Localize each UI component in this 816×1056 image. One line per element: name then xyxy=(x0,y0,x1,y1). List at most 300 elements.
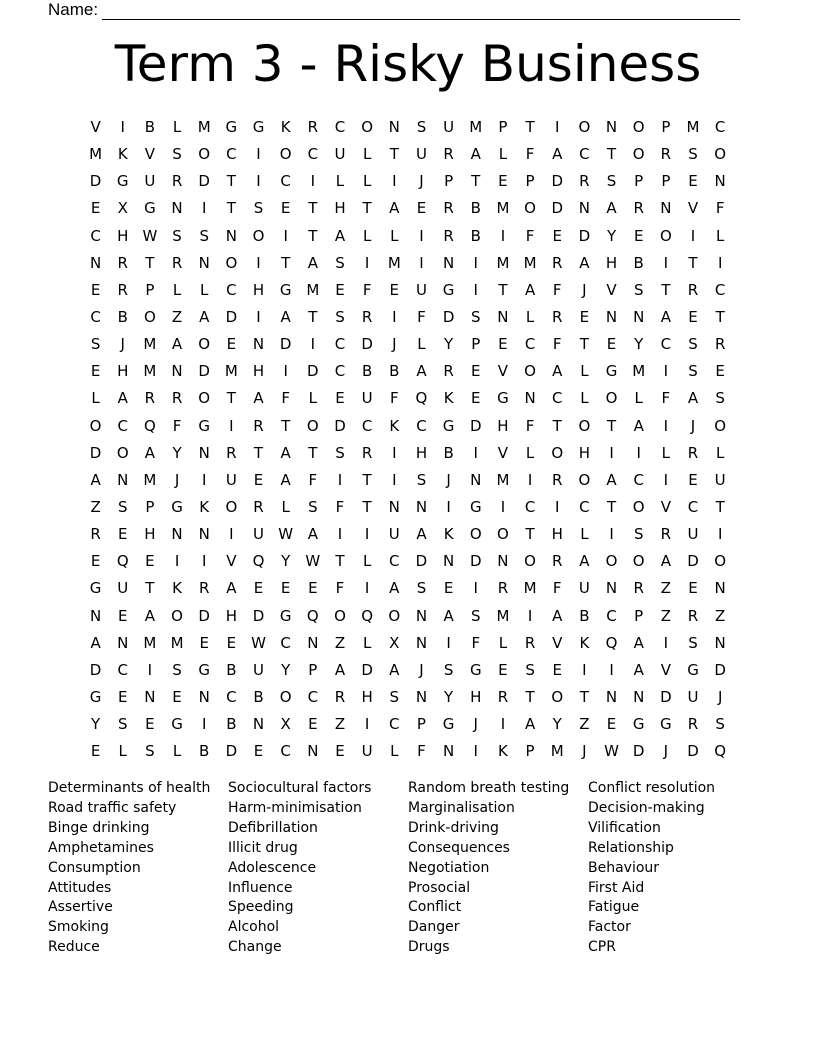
grid-letter[interactable]: R xyxy=(524,633,536,652)
grid-letter[interactable]: T xyxy=(525,525,535,544)
grid-letter[interactable]: C xyxy=(687,498,699,517)
grid-letter[interactable]: L xyxy=(417,335,426,354)
grid-letter[interactable]: V xyxy=(552,633,563,652)
grid-letter[interactable]: J xyxy=(582,280,587,299)
grid-letter[interactable]: S xyxy=(525,660,535,679)
grid-letter[interactable]: L xyxy=(580,362,589,381)
grid-letter[interactable]: T xyxy=(579,335,589,354)
grid-letter[interactable]: I xyxy=(717,525,723,544)
grid-letter[interactable]: E xyxy=(552,226,562,245)
grid-letter[interactable]: U xyxy=(388,525,400,544)
grid-letter[interactable]: S xyxy=(335,443,345,462)
grid-letter[interactable]: P xyxy=(145,280,155,299)
grid-letter[interactable]: S xyxy=(90,335,101,354)
grid-letter[interactable]: N xyxy=(415,498,428,517)
grid-letter[interactable]: C xyxy=(226,145,237,164)
grid-letter[interactable]: T xyxy=(579,688,589,707)
grid-letter[interactable]: T xyxy=(525,118,535,137)
grid-letter[interactable]: R xyxy=(552,308,563,327)
grid-letter[interactable]: E xyxy=(280,199,291,218)
grid-letter[interactable]: I xyxy=(663,253,669,272)
grid-letter[interactable]: S xyxy=(335,253,345,272)
grid-letter[interactable]: I xyxy=(310,335,316,354)
grid-letter[interactable]: L xyxy=(525,308,535,327)
grid-letter[interactable]: O xyxy=(388,606,401,625)
grid-letter[interactable]: R xyxy=(687,280,699,299)
grid-letter[interactable]: A xyxy=(660,308,671,327)
grid-letter[interactable]: I xyxy=(609,443,614,462)
grid-letter[interactable]: Z xyxy=(171,308,183,327)
grid-letter[interactable]: D xyxy=(252,606,265,625)
grid-letter[interactable]: I xyxy=(283,362,288,381)
grid-letter[interactable]: I xyxy=(256,253,261,272)
grid-letter[interactable]: R xyxy=(90,525,101,544)
grid-letter[interactable]: Q xyxy=(143,416,156,435)
grid-letter[interactable]: E xyxy=(226,335,237,354)
grid-letter[interactable]: H xyxy=(415,443,428,462)
grid-letter[interactable]: M xyxy=(197,118,211,137)
grid-letter[interactable]: V xyxy=(660,660,671,679)
grid-letter[interactable]: A xyxy=(579,552,590,571)
grid-letter[interactable]: B xyxy=(470,226,481,245)
grid-letter[interactable]: S xyxy=(688,633,698,652)
grid-letter[interactable]: J xyxy=(392,335,397,354)
grid-letter[interactable]: H xyxy=(497,416,509,435)
grid-letter[interactable]: V xyxy=(606,280,617,299)
grid-letter[interactable]: I xyxy=(174,552,180,571)
grid-letter[interactable]: T xyxy=(606,498,617,517)
grid-letter[interactable]: A xyxy=(470,145,481,164)
grid-letter[interactable]: O xyxy=(524,552,536,571)
grid-letter[interactable]: F xyxy=(525,145,535,164)
grid-letter[interactable]: O xyxy=(605,389,618,408)
grid-letter[interactable]: E xyxy=(308,579,318,598)
grid-letter[interactable]: R xyxy=(443,362,454,381)
grid-letter[interactable]: O xyxy=(171,606,183,625)
grid-letter[interactable]: V xyxy=(144,145,156,164)
grid-letter[interactable]: M xyxy=(143,470,157,489)
grid-letter[interactable]: E xyxy=(117,688,128,707)
grid-letter[interactable]: C xyxy=(579,498,590,517)
grid-letter[interactable]: S xyxy=(117,498,128,517)
grid-letter[interactable]: S xyxy=(172,226,182,245)
grid-letter[interactable]: C xyxy=(524,335,536,354)
grid-letter[interactable]: I xyxy=(201,199,207,218)
grid-letter[interactable]: U xyxy=(443,118,455,137)
grid-letter[interactable]: G xyxy=(171,498,183,517)
grid-letter[interactable]: G xyxy=(252,118,265,137)
grid-letter[interactable]: M xyxy=(469,118,483,137)
grid-letter[interactable]: Y xyxy=(444,335,454,354)
grid-letter[interactable]: O xyxy=(252,226,265,245)
grid-letter[interactable]: T xyxy=(308,308,318,327)
grid-letter[interactable]: H xyxy=(252,280,265,299)
grid-letter[interactable]: W xyxy=(142,226,158,245)
grid-letter[interactable]: D xyxy=(89,443,102,462)
grid-letter[interactable]: I xyxy=(717,253,723,272)
grid-letter[interactable]: T xyxy=(471,172,481,191)
grid-letter[interactable]: D xyxy=(551,172,564,191)
grid-letter[interactable]: O xyxy=(361,118,374,137)
grid-letter[interactable]: R xyxy=(253,498,264,517)
grid-letter[interactable]: R xyxy=(307,118,319,137)
grid-letter[interactable]: C xyxy=(117,416,128,435)
grid-letter[interactable]: C xyxy=(361,416,373,435)
grid-letter[interactable]: L xyxy=(498,633,508,652)
grid-letter[interactable]: L xyxy=(362,633,372,652)
grid-letter[interactable]: L xyxy=(390,226,399,245)
grid-letter[interactable]: I xyxy=(500,498,506,517)
grid-letter[interactable]: B xyxy=(144,118,156,137)
grid-letter[interactable]: L xyxy=(580,389,589,408)
grid-letter[interactable]: M xyxy=(170,633,184,652)
grid-letter[interactable]: I xyxy=(392,308,397,327)
grid-letter[interactable]: Y xyxy=(606,226,617,245)
grid-letter[interactable]: O xyxy=(524,199,536,218)
grid-letter[interactable]: E xyxy=(606,335,617,354)
grid-letter[interactable]: O xyxy=(659,226,672,245)
grid-letter[interactable]: U xyxy=(415,280,427,299)
grid-letter[interactable]: U xyxy=(225,470,237,489)
grid-letter[interactable]: F xyxy=(335,579,345,598)
grid-letter[interactable]: P xyxy=(661,172,671,191)
grid-letter[interactable]: B xyxy=(443,443,454,462)
grid-letter[interactable]: F xyxy=(661,389,671,408)
grid-letter[interactable]: N xyxy=(144,688,156,707)
grid-letter[interactable]: B xyxy=(633,253,644,272)
grid-letter[interactable]: Y xyxy=(444,688,454,707)
grid-letter[interactable]: N xyxy=(171,362,183,381)
grid-letter[interactable]: M xyxy=(89,145,103,164)
grid-letter[interactable]: N xyxy=(89,253,102,272)
grid-letter[interactable]: M xyxy=(686,118,700,137)
grid-letter[interactable]: A xyxy=(606,199,617,218)
grid-letter[interactable]: T xyxy=(335,552,345,571)
grid-letter[interactable]: T xyxy=(525,688,535,707)
grid-letter[interactable]: E xyxy=(90,199,101,218)
grid-letter[interactable]: P xyxy=(634,606,644,625)
grid-letter[interactable]: E xyxy=(226,633,237,652)
grid-letter[interactable]: A xyxy=(389,660,400,679)
grid-letter[interactable]: Q xyxy=(714,742,727,761)
grid-letter[interactable]: P xyxy=(634,172,644,191)
grid-letter[interactable]: N xyxy=(714,579,726,598)
grid-letter[interactable]: E xyxy=(335,389,345,408)
grid-letter[interactable]: I xyxy=(555,118,560,137)
grid-letter[interactable]: J xyxy=(717,688,723,707)
grid-letter[interactable]: O xyxy=(551,443,564,462)
grid-letter[interactable]: P xyxy=(661,118,671,137)
grid-letter[interactable]: T xyxy=(308,443,318,462)
grid-letter[interactable]: Q xyxy=(605,633,618,652)
grid-letter[interactable]: R xyxy=(253,416,264,435)
grid-letter[interactable]: M xyxy=(632,362,646,381)
grid-letter[interactable]: Z xyxy=(579,715,590,734)
grid-letter[interactable]: N xyxy=(117,470,129,489)
grid-letter[interactable]: D xyxy=(469,416,482,435)
grid-letter[interactable]: M xyxy=(224,362,238,381)
grid-letter[interactable]: O xyxy=(632,498,645,517)
grid-letter[interactable]: E xyxy=(688,470,698,489)
grid-letter[interactable]: U xyxy=(253,525,264,544)
grid-letter[interactable]: R xyxy=(443,226,454,245)
grid-letter[interactable]: R xyxy=(361,308,373,327)
grid-letter[interactable]: O xyxy=(89,416,102,435)
grid-letter[interactable]: Z xyxy=(660,579,671,598)
grid-letter[interactable]: O xyxy=(714,552,727,571)
grid-letter[interactable]: E xyxy=(498,172,508,191)
grid-letter[interactable]: B xyxy=(199,742,210,761)
grid-letter[interactable]: N xyxy=(198,525,210,544)
grid-letter[interactable]: G xyxy=(144,199,156,218)
grid-letter[interactable]: A xyxy=(199,308,210,327)
grid-letter[interactable]: O xyxy=(116,443,129,462)
grid-letter[interactable]: V xyxy=(90,118,101,137)
grid-letter[interactable]: O xyxy=(334,606,346,625)
grid-letter[interactable]: L xyxy=(498,145,508,164)
grid-letter[interactable]: D xyxy=(442,308,455,327)
grid-letter[interactable]: C xyxy=(334,362,346,381)
grid-letter[interactable]: R xyxy=(198,579,210,598)
grid-letter[interactable]: S xyxy=(688,362,698,381)
grid-letter[interactable]: D xyxy=(89,172,102,191)
grid-letter[interactable]: M xyxy=(550,742,564,761)
grid-letter[interactable]: I xyxy=(446,633,451,652)
grid-letter[interactable]: K xyxy=(280,118,291,137)
grid-letter[interactable]: E xyxy=(253,470,264,489)
grid-letter[interactable]: D xyxy=(198,362,210,381)
grid-letter[interactable]: C xyxy=(280,172,291,191)
grid-letter[interactable]: O xyxy=(306,416,319,435)
grid-letter[interactable]: N xyxy=(415,606,428,625)
grid-letter[interactable]: V xyxy=(660,498,671,517)
grid-letter[interactable]: K xyxy=(117,145,128,164)
grid-letter[interactable]: F xyxy=(525,226,535,245)
grid-letter[interactable]: D xyxy=(551,199,564,218)
grid-letter[interactable]: E xyxy=(688,579,698,598)
grid-letter[interactable]: A xyxy=(606,470,617,489)
grid-letter[interactable]: M xyxy=(387,253,401,272)
grid-letter[interactable]: M xyxy=(496,253,510,272)
grid-letter[interactable]: S xyxy=(389,688,400,707)
grid-letter[interactable]: C xyxy=(307,688,319,707)
grid-letter[interactable]: L xyxy=(172,118,182,137)
grid-letter[interactable]: Q xyxy=(415,389,428,408)
grid-letter[interactable]: O xyxy=(714,145,727,164)
grid-letter[interactable]: E xyxy=(90,362,101,381)
grid-letter[interactable]: S xyxy=(172,145,182,164)
grid-letter[interactable]: A xyxy=(552,145,563,164)
grid-letter[interactable]: I xyxy=(663,470,669,489)
grid-letter[interactable]: D xyxy=(225,742,238,761)
grid-letter[interactable]: T xyxy=(308,226,318,245)
grid-letter[interactable]: L xyxy=(362,145,372,164)
grid-letter[interactable]: D xyxy=(632,742,645,761)
grid-letter[interactable]: C xyxy=(334,118,346,137)
grid-letter[interactable]: I xyxy=(609,525,614,544)
grid-letter[interactable]: I xyxy=(310,172,316,191)
grid-letter[interactable]: S xyxy=(471,606,481,625)
grid-letter[interactable]: T xyxy=(226,172,236,191)
grid-letter[interactable]: B xyxy=(470,199,481,218)
grid-letter[interactable]: E xyxy=(335,742,345,761)
grid-letter[interactable]: T xyxy=(145,253,155,272)
grid-letter[interactable]: A xyxy=(226,579,237,598)
grid-letter[interactable]: I xyxy=(582,660,587,679)
grid-letter[interactable]: R xyxy=(117,280,128,299)
grid-letter[interactable]: Z xyxy=(660,606,671,625)
grid-letter[interactable]: F xyxy=(715,199,725,218)
grid-letter[interactable]: C xyxy=(117,660,128,679)
grid-letter[interactable]: I xyxy=(446,498,451,517)
grid-letter[interactable]: O xyxy=(198,335,211,354)
grid-letter[interactable]: D xyxy=(361,335,373,354)
grid-letter[interactable]: N xyxy=(605,308,618,327)
grid-letter[interactable]: N xyxy=(198,443,210,462)
grid-letter[interactable]: N xyxy=(633,688,645,707)
grid-letter[interactable]: N xyxy=(714,172,726,191)
grid-letter[interactable]: R xyxy=(660,525,672,544)
grid-letter[interactable]: S xyxy=(443,660,454,679)
grid-letter[interactable]: O xyxy=(225,253,238,272)
grid-letter[interactable]: R xyxy=(552,253,563,272)
grid-letter[interactable]: Y xyxy=(281,660,291,679)
grid-letter[interactable]: E xyxy=(308,715,318,734)
grid-letter[interactable]: L xyxy=(308,389,317,408)
grid-letter[interactable]: L xyxy=(715,226,725,245)
grid-letter[interactable]: D xyxy=(714,660,726,679)
grid-letter[interactable]: R xyxy=(443,145,454,164)
grid-letter[interactable]: T xyxy=(552,416,562,435)
grid-letter[interactable]: E xyxy=(633,226,644,245)
grid-letter[interactable]: R xyxy=(171,253,183,272)
grid-letter[interactable]: P xyxy=(308,660,318,679)
grid-letter[interactable]: M xyxy=(496,606,510,625)
grid-letter[interactable]: E xyxy=(389,280,400,299)
grid-letter[interactable]: J xyxy=(120,335,125,354)
grid-letter[interactable]: E xyxy=(253,742,264,761)
grid-letter[interactable]: P xyxy=(525,172,535,191)
grid-letter[interactable]: L xyxy=(281,498,290,517)
grid-letter[interactable]: W xyxy=(604,742,619,761)
grid-letter[interactable]: G xyxy=(225,118,238,137)
grid-letter[interactable]: A xyxy=(633,416,644,435)
grid-letter[interactable]: I xyxy=(555,498,560,517)
grid-letter[interactable]: N xyxy=(388,118,400,137)
grid-letter[interactable]: M xyxy=(143,335,157,354)
grid-letter[interactable]: S xyxy=(117,715,128,734)
grid-letter[interactable]: I xyxy=(663,362,669,381)
grid-letter[interactable]: R xyxy=(687,443,699,462)
grid-letter[interactable]: D xyxy=(279,335,292,354)
grid-letter[interactable]: L xyxy=(661,443,671,462)
grid-letter[interactable]: N xyxy=(578,199,590,218)
grid-letter[interactable]: J xyxy=(473,715,478,734)
grid-letter[interactable]: S xyxy=(688,335,698,354)
grid-letter[interactable]: U xyxy=(253,660,264,679)
grid-letter[interactable]: U xyxy=(415,145,427,164)
grid-letter[interactable]: N xyxy=(470,470,482,489)
grid-letter[interactable]: I xyxy=(337,525,343,544)
grid-letter[interactable]: I xyxy=(364,715,370,734)
grid-letter[interactable]: F xyxy=(335,498,345,517)
grid-letter[interactable]: R xyxy=(687,606,699,625)
grid-letter[interactable]: G xyxy=(469,660,482,679)
grid-letter[interactable]: S xyxy=(715,389,725,408)
grid-letter[interactable]: K xyxy=(389,416,400,435)
grid-letter[interactable]: D xyxy=(198,606,210,625)
grid-letter[interactable]: P xyxy=(444,172,454,191)
grid-letter[interactable]: R xyxy=(361,443,373,462)
grid-letter[interactable]: F xyxy=(362,280,372,299)
grid-letter[interactable]: D xyxy=(415,552,428,571)
grid-letter[interactable]: J xyxy=(663,742,669,761)
grid-letter[interactable]: E xyxy=(199,633,209,652)
grid-letter[interactable]: D xyxy=(334,416,346,435)
grid-letter[interactable]: O xyxy=(714,416,727,435)
grid-letter[interactable]: I xyxy=(473,742,478,761)
grid-letter[interactable]: G xyxy=(198,660,211,679)
grid-letter[interactable]: K xyxy=(579,633,590,652)
grid-letter[interactable]: I xyxy=(337,470,343,489)
grid-letter[interactable]: L xyxy=(715,443,725,462)
grid-letter[interactable]: J xyxy=(419,660,424,679)
grid-letter[interactable]: N xyxy=(442,552,455,571)
grid-letter[interactable]: N xyxy=(388,498,400,517)
grid-letter[interactable]: X xyxy=(280,715,291,734)
grid-letter[interactable]: O xyxy=(632,552,645,571)
grid-letter[interactable]: I xyxy=(527,606,533,625)
grid-letter[interactable]: B xyxy=(226,660,237,679)
grid-letter[interactable]: N xyxy=(497,308,509,327)
grid-letter[interactable]: L xyxy=(172,280,182,299)
grid-letter[interactable]: O xyxy=(198,389,211,408)
grid-letter[interactable]: V xyxy=(497,362,509,381)
grid-letter[interactable]: T xyxy=(606,416,617,435)
grid-letter[interactable]: R xyxy=(633,199,644,218)
grid-letter[interactable]: G xyxy=(89,688,102,707)
grid-letter[interactable]: U xyxy=(144,172,156,191)
grid-letter[interactable]: I xyxy=(147,660,153,679)
grid-letter[interactable]: T xyxy=(688,253,698,272)
grid-letter[interactable]: O xyxy=(578,416,591,435)
grid-letter[interactable]: S xyxy=(416,470,427,489)
grid-letter[interactable]: U xyxy=(361,742,373,761)
grid-letter[interactable]: X xyxy=(117,199,128,218)
grid-letter[interactable]: E xyxy=(688,308,698,327)
grid-letter[interactable]: G xyxy=(442,416,455,435)
grid-letter[interactable]: U xyxy=(117,579,129,598)
grid-letter[interactable]: E xyxy=(416,199,427,218)
grid-letter[interactable]: H xyxy=(117,226,129,245)
grid-letter[interactable]: R xyxy=(552,552,563,571)
grid-letter[interactable]: R xyxy=(117,253,128,272)
grid-letter[interactable]: S xyxy=(416,579,427,598)
grid-letter[interactable]: O xyxy=(578,118,591,137)
grid-letter[interactable]: C xyxy=(389,715,400,734)
grid-letter[interactable]: C xyxy=(660,335,672,354)
grid-letter[interactable]: F xyxy=(172,416,182,435)
grid-letter[interactable]: I xyxy=(500,226,506,245)
grid-letter[interactable]: U xyxy=(714,470,726,489)
grid-letter[interactable]: D xyxy=(89,660,102,679)
grid-letter[interactable]: L xyxy=(118,742,127,761)
grid-letter[interactable]: J xyxy=(690,416,696,435)
grid-letter[interactable]: R xyxy=(334,688,346,707)
grid-letter[interactable]: O xyxy=(279,688,292,707)
grid-letter[interactable]: X xyxy=(389,633,400,652)
grid-letter[interactable]: F xyxy=(525,416,535,435)
